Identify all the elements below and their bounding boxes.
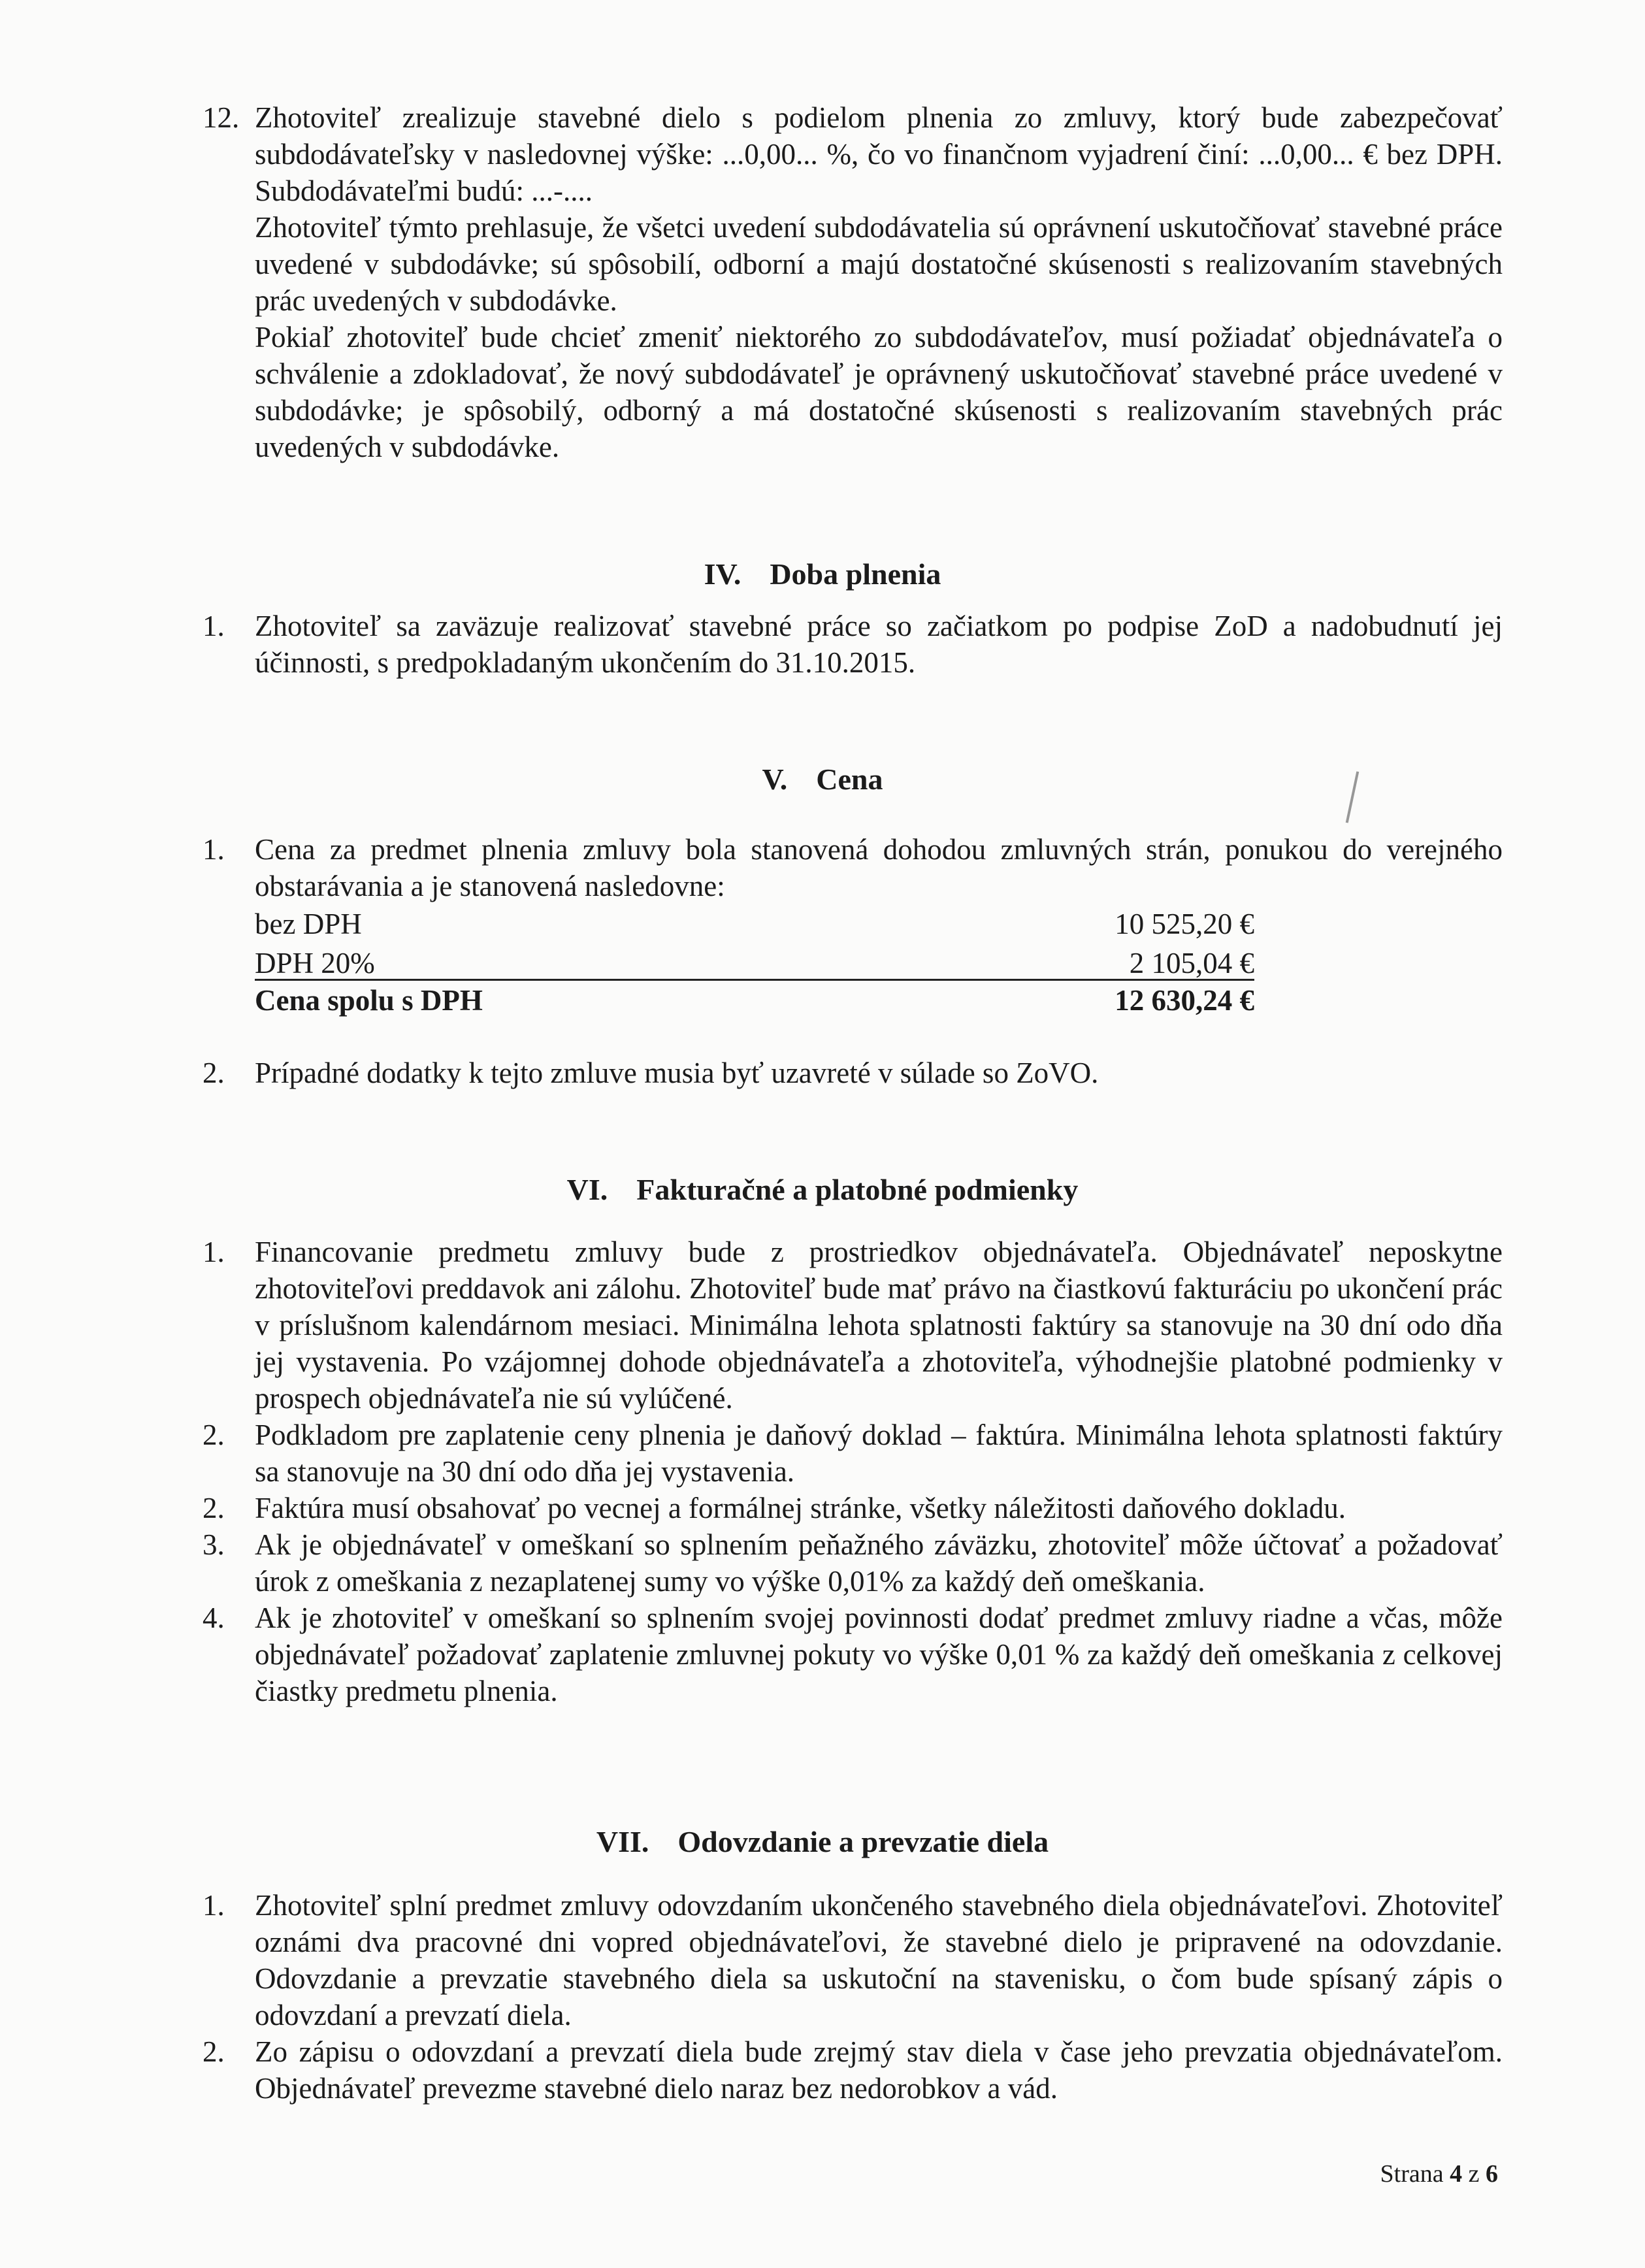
- item-number: 2.: [203, 1492, 225, 1524]
- section-4-body: [203, 608, 1503, 681]
- item-number: 4.: [203, 1602, 225, 1634]
- item-number: 1.: [203, 1889, 225, 1922]
- paragraph: Pokiaľ zhotoviteľ bude chcieť zmeniť niektorého zo subdodávateľov, musí požiadať objednávateľa o schválenie a zdokladovať, že nový subdodávateľ je oprávnený uskutočňovať stavebné práce uvedené v subdodávke; je spôsobilý, odborný a má dostatočné skúsenosti s realizovaním stavebných prác uvedených v subdodávke.: [255, 321, 1503, 463]
- paragraph: Financovanie predmetu zmluvy bude z prostriedkov objednávateľa. Objednávateľ neposkytne zhotoviteľovi preddavok ani zálohu. Zhotoviteľ bude mať právo na čiastkovú fakturáciu po ukončení prác v príslušnom kalendárnom mesiaci. Minimálna lehota splatnosti faktúry sa stanovuje na 30 dní odo dňa jej vystavenia. Po vzájomnej dohode objednávateľa a zhotoviteľa, výhodnejšie platobné podmienky v prospech objednávateľa nie sú vylúčené.: [255, 1236, 1503, 1415]
- price-row: [255, 944, 1254, 981]
- paragraph: Zhotoviteľ zrealizuje stavebné dielo s podielom plnenia zo zmluvy, ktorý bude zabezpečovať subdodávateľsky v nasledovnej výške: ...0,00... %, čo vo finančnom vyjadrení činí: ...0,00... € bez DPH. Subdodávateľmi budú: ...-....: [255, 101, 1503, 207]
- price-value: 10 525,20 €: [1115, 908, 1254, 940]
- price-value: 2 105,04 €: [1129, 947, 1254, 979]
- item-number: 2.: [203, 1057, 225, 1089]
- paragraph: Ak je objednávateľ v omeškaní so splnením peňažného záväzku, zhotoviteľ môže účtovať a požadovať úrok z omeškania z nezaplatenej sumy vo výške 0,01% za každý deň omeškania.: [255, 1528, 1503, 1598]
- section-7-body: [203, 1887, 1503, 2107]
- item-number: 2.: [203, 1419, 225, 1451]
- section-5-body: [203, 831, 1503, 904]
- item-number: 1.: [203, 833, 225, 866]
- list-item: [203, 1055, 1503, 1091]
- price-row: [255, 904, 1254, 944]
- price-value: 12 630,24 €: [1115, 984, 1254, 1017]
- list-item: [203, 2033, 1503, 2107]
- item-number: 2.: [203, 2035, 225, 2068]
- item-number: 12.: [203, 101, 240, 134]
- list-item: [203, 99, 1503, 465]
- section-3-item-12: [203, 99, 1503, 465]
- paragraph: Cena za predmet plnenia zmluvy bola stanovená dohodou zmluvných strán, ponukou do verejného obstarávania a je stanovená nasledovne:: [255, 833, 1503, 902]
- list-item: [203, 1490, 1503, 1526]
- paragraph: Podkladom pre zaplatenie ceny plnenia je daňový doklad – faktúra. Minimálna lehota splatnosti faktúry sa stanovuje na 30 dní odo dňa jej vystavenia.: [255, 1419, 1503, 1488]
- list-item: [203, 1600, 1503, 1709]
- paragraph: Faktúra musí obsahovať po vecnej a formálnej stránke, všetky náležitosti daňového dokladu.: [255, 1492, 1346, 1524]
- list-item: [203, 608, 1503, 681]
- price-total-row: [255, 981, 1254, 1020]
- paragraph: Ak je zhotoviteľ v omeškaní so splnením svojej povinnosti dodať predmet zmluvy riadne a včas, môže objednávateľ požadovať zaplatenie zmluvnej pokuty vo výške 0,01 % za každý deň omeškania z celkovej čiastky predmetu plnenia.: [255, 1602, 1503, 1707]
- section-6-body: [203, 1234, 1503, 1709]
- section-5-body-2: [203, 1055, 1503, 1091]
- item-number: 1.: [203, 1236, 225, 1268]
- price-table: [255, 904, 1254, 1020]
- section-heading-vii: VII. Odovzdanie a prevzatie diela: [596, 1825, 1049, 1858]
- list-item: [203, 1526, 1503, 1600]
- price-label: DPH 20%: [255, 947, 375, 979]
- paragraph: Zhotoviteľ týmto prehlasuje, že všetci uvedení subdodávatelia sú oprávnení uskutočňovať stavebné práce uvedené v subdodávke; sú spôsobilí, odborní a majú dostatočné skúsenosti s realizovaním stavebných prác uvedených v subdodávke.: [255, 211, 1503, 317]
- section-heading-v: V. Cena: [762, 763, 883, 796]
- price-label: bez DPH: [255, 908, 362, 940]
- paragraph: Prípadné dodatky k tejto zmluve musia byť uzavreté v súlade so ZoVO.: [255, 1057, 1099, 1089]
- item-number: 3.: [203, 1528, 225, 1561]
- list-item: [203, 1417, 1503, 1490]
- paragraph: Zhotoviteľ splní predmet zmluvy odovzdaním ukončeného stavebného diela objednávateľovi. Zhotoviteľ oznámi dva pracovné dni vopred objednávateľovi, že stavebné dielo je pripravené na odovzdanie. Odovzdanie a prevzatie stavebného diela sa uskutoční na stavenisku, o čom bude spísaný zápis o odovzdaní a prevzatí diela.: [255, 1889, 1503, 2031]
- section-heading-vi: VI. Fakturačné a platobné podmienky: [566, 1173, 1079, 1206]
- list-item: [203, 1234, 1503, 1417]
- paragraph: Zo zápisu o odovzdaní a prevzatí diela bude zrejmý stav diela v čase jeho prevzatia objednávateľom. Objednávateľ prevezme stavebné dielo naraz bez nedorobkov a vád.: [255, 2035, 1503, 2105]
- paragraph: Zhotoviteľ sa zaväzuje realizovať stavebné práce so začiatkom po podpise ZoD a nadobudnutí jej účinnosti, s predpokladaným ukončením do 31.10.2015.: [255, 610, 1503, 679]
- price-label: Cena spolu s DPH: [255, 984, 483, 1017]
- list-item: [203, 1887, 1503, 2033]
- list-item: [203, 831, 1503, 904]
- item-number: 1.: [203, 610, 225, 642]
- page-number: Strana 4 z 6: [1380, 2160, 1498, 2188]
- section-heading-iv: IV. Doba plnenia: [704, 557, 941, 591]
